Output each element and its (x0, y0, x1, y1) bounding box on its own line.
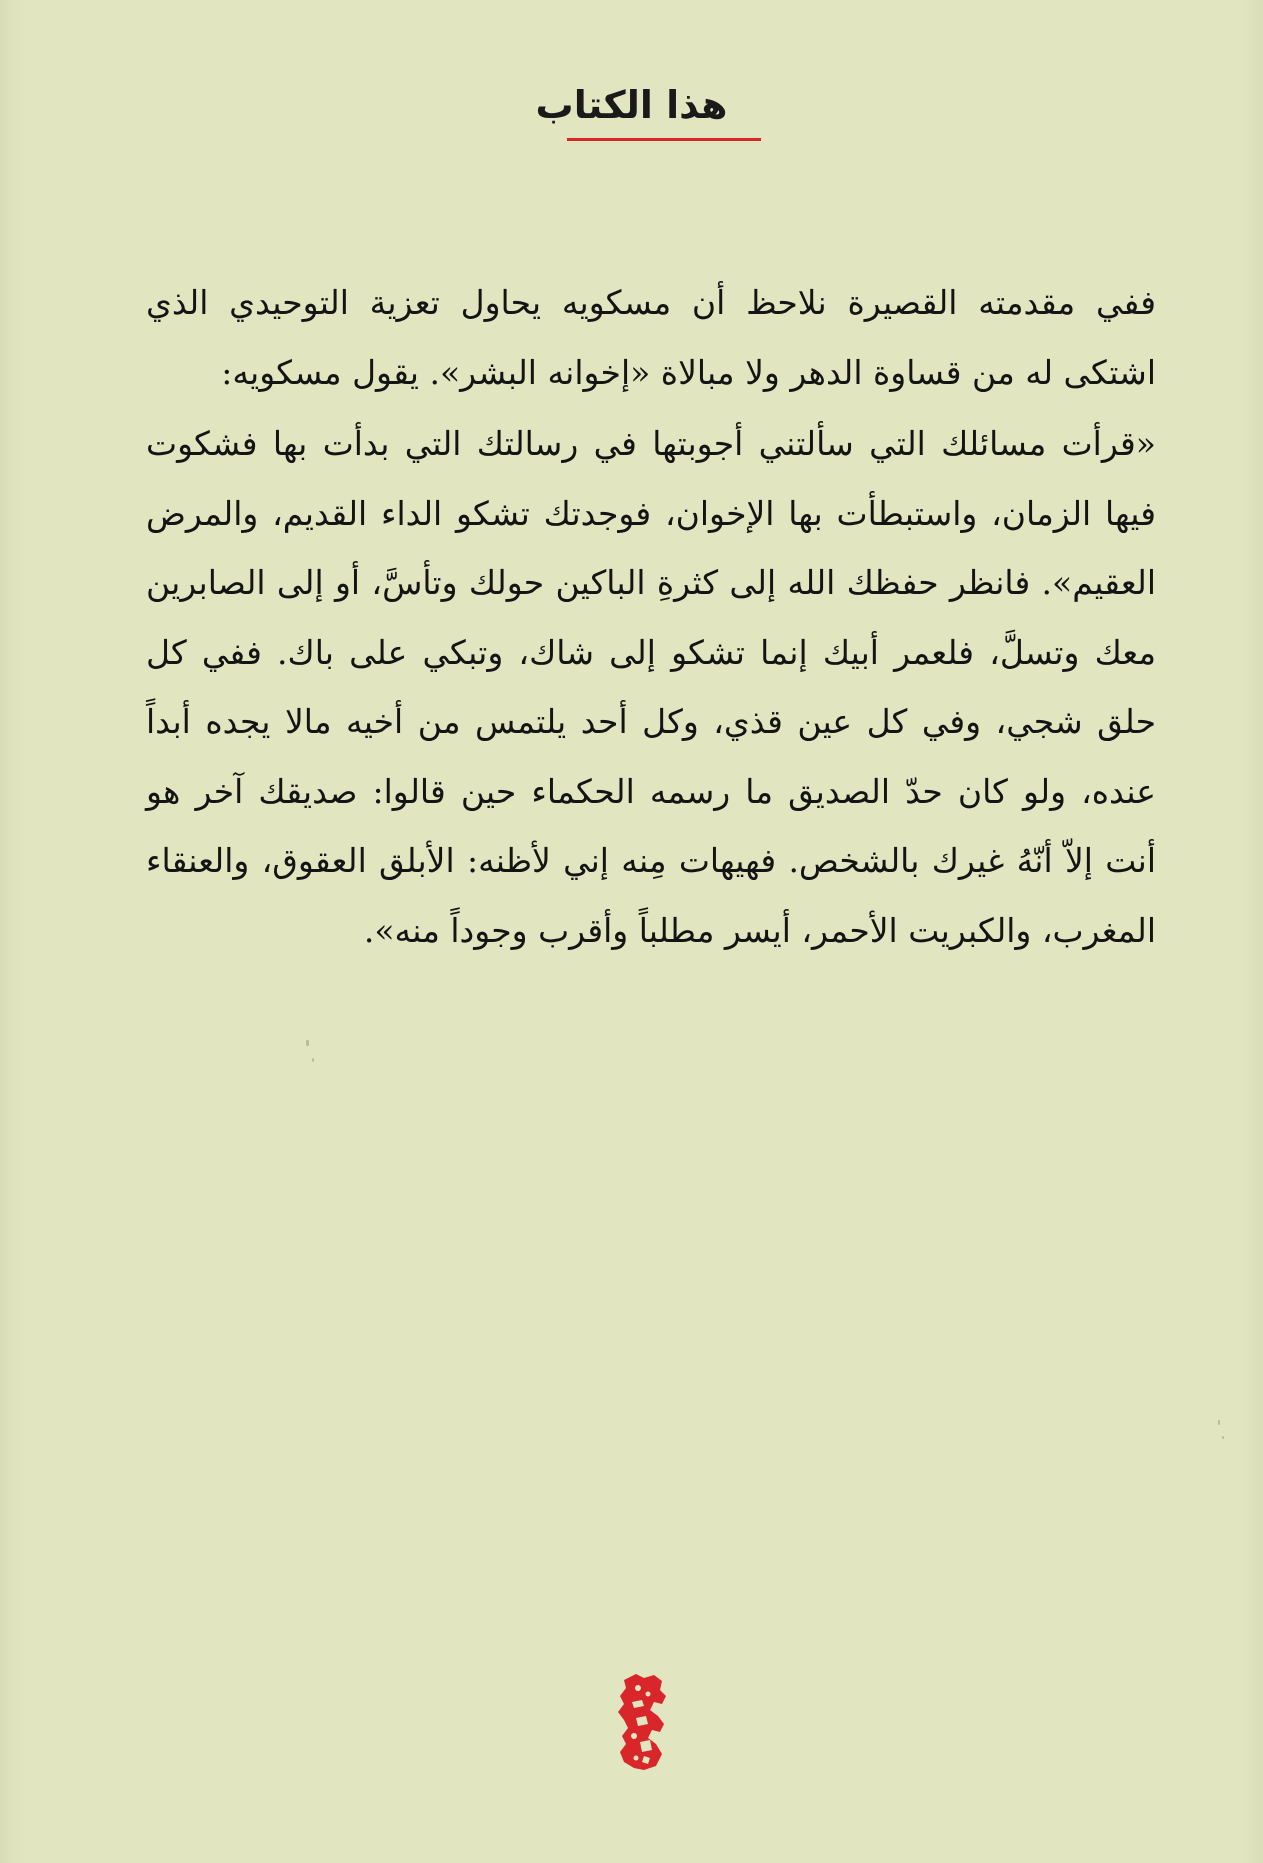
blurb-paragraph-quote: «قرأت مسائلك التي سألتني أجوبتها في رسالتك التي بدأت بها فشكوت فيها الزمان، واستبطأت بها الإخوان، فوجدتك تشكو الداء القديم، والمرض العقيم». فانظر حفظك الله إلى كثرةِ الباكين حولك وتأسَّ، أو إلى الصابرين معك وتسلَّ، فلعمر أبيك إنما تشكو إلى شاك، وتبكي على باك. ففي كل حلق شجي، وفي كل عين قذي، وكل أحد يلتمس من أخيه مالا يجده أبداً عنده، ولو كان حدّ الصديق ما رسمه الحكماء حين قالوا: صديقك آخر هو أنت إلاّ أنّهُ غيرك بالشخص. فهيهات مِنه إني لأظنه: الأبلق العقوق، والعنقاء المغرب، والكبريت الأحمر، أيسر مطلباً وأقرب وجوداً منه». (146, 424, 1156, 950)
blurb-paragraph-intro: ففي مقدمته القصيرة نلاحظ أن مسكويه يحاول تعزية التوحيدي الذي اشتكى له من قساوة الدهر ولا مبالاة «إخوانه البشر». يقول مسكويه: (146, 283, 1156, 392)
paper-speck (1222, 1436, 1224, 1439)
publisher-emblem-icon (614, 1672, 670, 1772)
title-underline (567, 138, 761, 141)
paper-speck (306, 1040, 309, 1046)
blurb-text (146, 268, 1156, 965)
page-title: هذا الكتاب (535, 83, 728, 127)
paper-speck (312, 1058, 314, 1062)
paper-speck (1218, 1420, 1220, 1425)
